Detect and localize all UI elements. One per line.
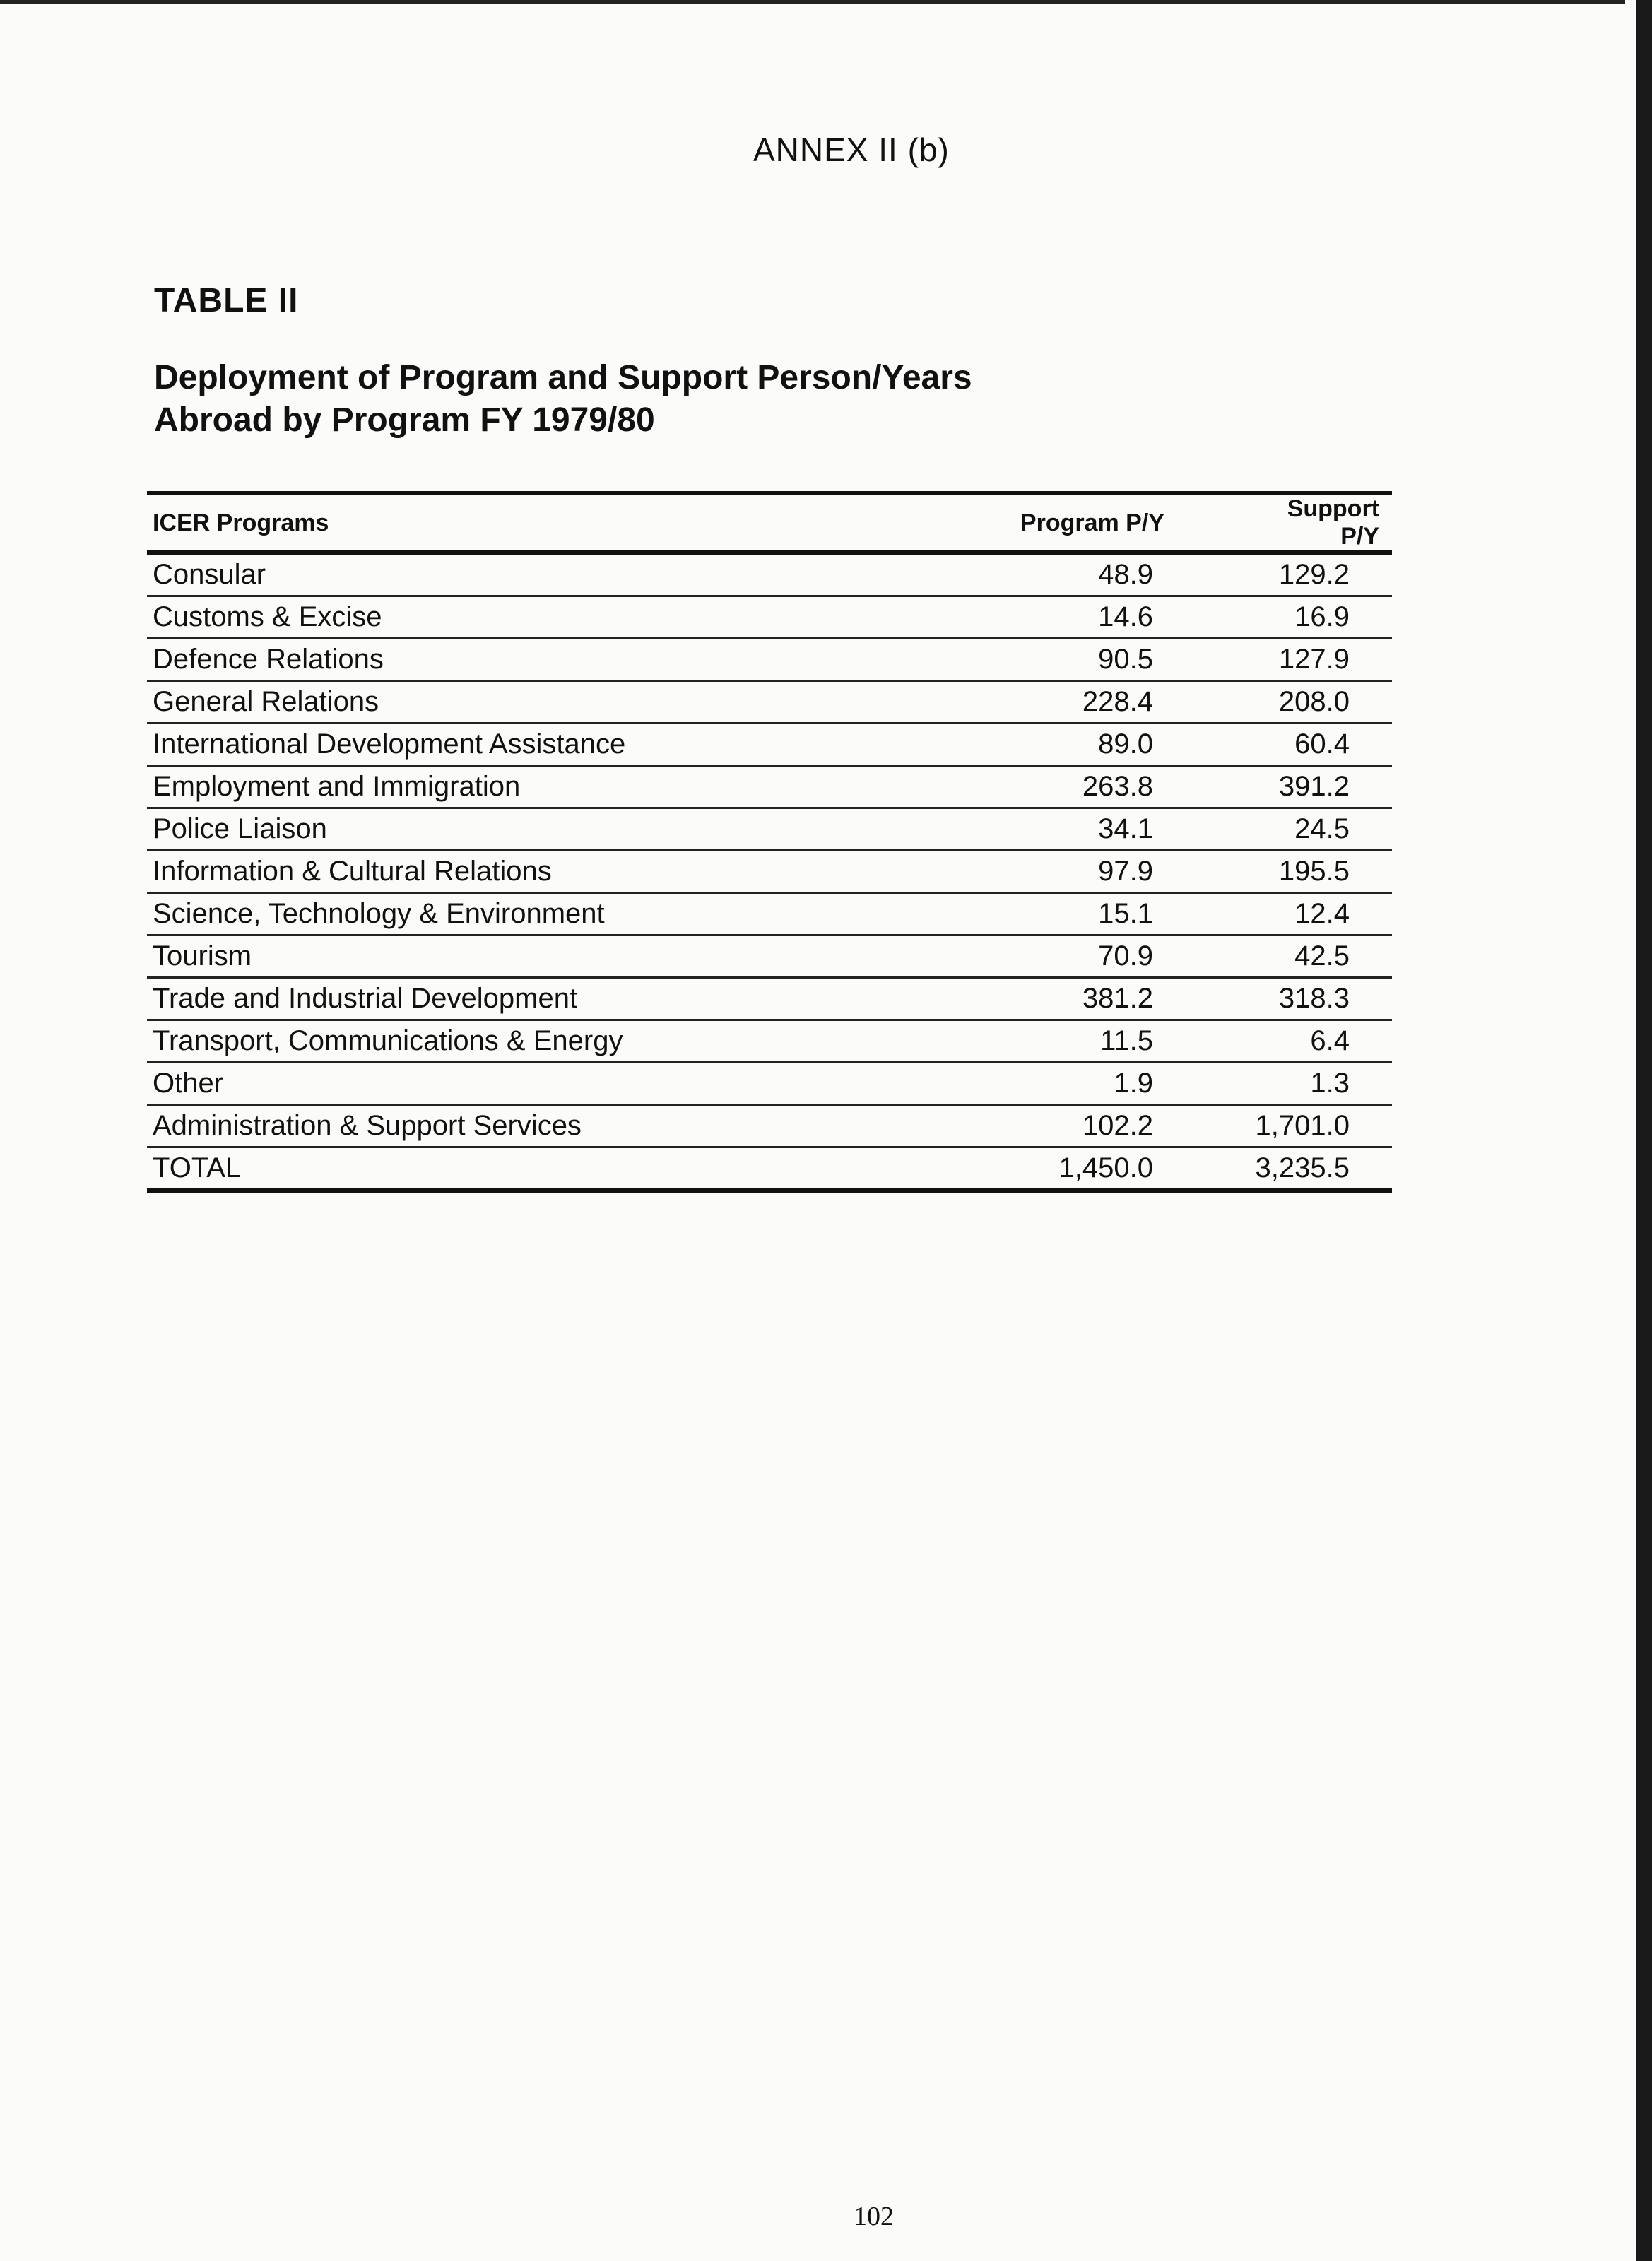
program-name: General Relations — [147, 681, 837, 724]
table-subtitle — [154, 357, 972, 442]
program-py: 263.8 — [837, 766, 1238, 808]
program-py: 381.2 — [837, 978, 1238, 1020]
total-row — [147, 1147, 1392, 1191]
support-py: 42.5 — [1238, 935, 1392, 978]
header-support-py: Support P/Y — [1287, 495, 1379, 550]
program-py: 89.0 — [837, 724, 1238, 766]
table-label: TABLE II — [154, 282, 299, 319]
program-name: Police Liaison — [147, 808, 837, 851]
subtitle-line-2: Abroad by Program FY 1979/80 — [154, 401, 655, 439]
support-py: 195.5 — [1238, 851, 1392, 893]
program-py: 14.6 — [837, 596, 1238, 639]
total-program-py: 1,450.0 — [837, 1147, 1238, 1191]
support-py: 60.4 — [1238, 724, 1392, 766]
program-name: Customs & Excise — [147, 596, 837, 639]
support-py: 127.9 — [1238, 639, 1392, 681]
support-py: 391.2 — [1238, 766, 1392, 808]
support-py: 1.3 — [1238, 1063, 1392, 1105]
top-border-rule — [0, 0, 1625, 4]
program-py: 11.5 — [837, 1020, 1238, 1063]
support-py: 208.0 — [1238, 681, 1392, 724]
program-py: 228.4 — [837, 681, 1238, 724]
program-py: 34.1 — [837, 808, 1238, 851]
program-name: Consular — [147, 553, 837, 596]
deployment-table — [147, 491, 1392, 1193]
table-row — [147, 639, 1392, 681]
header-program-py: Program P/Y — [1020, 509, 1164, 536]
support-py: 6.4 — [1238, 1020, 1392, 1063]
table-row — [147, 1063, 1392, 1105]
program-name: Other — [147, 1063, 837, 1105]
program-py: 15.1 — [837, 893, 1238, 935]
total-support-py: 3,235.5 — [1238, 1147, 1392, 1191]
program-name: Science, Technology & Environment — [147, 893, 837, 935]
table-row — [147, 1020, 1392, 1063]
annex-heading: ANNEX II (b) — [753, 131, 950, 168]
program-py: 48.9 — [837, 553, 1238, 596]
program-name: International Development Assistance — [147, 724, 837, 766]
page-edge-shadow — [1636, 0, 1652, 2261]
program-name: Information & Cultural Relations — [147, 851, 837, 893]
program-py: 70.9 — [837, 935, 1238, 978]
table-row — [147, 766, 1392, 808]
table-row — [147, 553, 1392, 596]
table-row — [147, 978, 1392, 1020]
table-row — [147, 724, 1392, 766]
support-py: 318.3 — [1238, 978, 1392, 1020]
table-header-row — [147, 493, 1392, 553]
program-name: Employment and Immigration — [147, 766, 837, 808]
support-py: 129.2 — [1238, 553, 1392, 596]
table-row — [147, 808, 1392, 851]
table-row — [147, 893, 1392, 935]
header-icer-programs: ICER Programs — [153, 509, 329, 536]
subtitle-line-1: Deployment of Program and Support Person/Years — [154, 359, 972, 396]
program-py: 1.9 — [837, 1063, 1238, 1105]
program-name: Tourism — [147, 935, 837, 978]
table-row — [147, 596, 1392, 639]
program-py: 97.9 — [837, 851, 1238, 893]
support-py: 16.9 — [1238, 596, 1392, 639]
table-row — [147, 681, 1392, 724]
total-label: TOTAL — [147, 1147, 837, 1191]
program-name: Administration & Support Services — [147, 1105, 837, 1147]
table-row — [147, 935, 1392, 978]
support-py: 24.5 — [1238, 808, 1392, 851]
page-number: 102 — [854, 2202, 894, 2231]
program-name: Transport, Communications & Energy — [147, 1020, 837, 1063]
program-py: 90.5 — [837, 639, 1238, 681]
support-py: 1,701.0 — [1238, 1105, 1392, 1147]
table-row — [147, 1105, 1392, 1147]
program-name: Trade and Industrial Development — [147, 978, 837, 1020]
support-py: 12.4 — [1238, 893, 1392, 935]
table-row — [147, 851, 1392, 893]
program-py: 102.2 — [837, 1105, 1238, 1147]
program-name: Defence Relations — [147, 639, 837, 681]
